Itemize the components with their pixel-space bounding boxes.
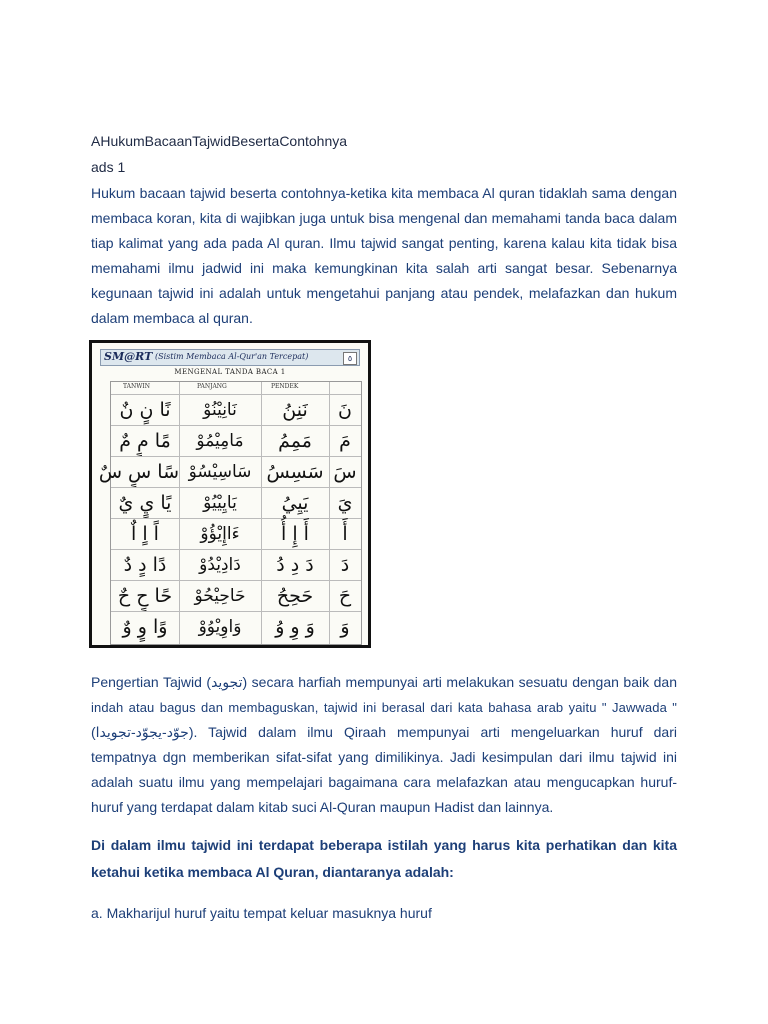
figure-cell-pendek: أَ إِ أُ	[281, 523, 309, 545]
figure-cell-letter: سَ	[333, 461, 357, 483]
figure-cell-letter: نَ	[338, 399, 352, 421]
document-title: AHukumBacaanTajwidBesertaContohnya	[91, 133, 348, 149]
figure-cell-panjang: سَاسِيْسُوْ	[188, 462, 252, 482]
figure-cell-pendek: حَحِحُ	[276, 585, 314, 607]
figure-cell-panjang: حَاحِيْحُوْ	[194, 586, 246, 606]
figure-cell-tanwin: حًا حٍ حٌ	[117, 585, 173, 607]
figure-cell-letter: حَ	[338, 585, 352, 607]
figure-heading: MENGENAL TANDA BACA 1	[174, 368, 286, 376]
figure-cell-tanwin: وًا وٍ وٌ	[122, 616, 168, 638]
column-header-panjang: PANJANG	[197, 383, 227, 390]
figure-table	[98, 381, 362, 645]
figure-page-number: ٥	[343, 352, 357, 365]
figure-cell-tanwin: يًا يٍ يٌ	[118, 492, 172, 514]
figure-cell-pendek: يَيِيُ	[281, 492, 309, 514]
ads-label: ads 1	[91, 159, 126, 175]
figure-column-headers	[111, 382, 361, 392]
figure-row	[111, 549, 361, 581]
figure-cell-tanwin: مًا مٍ مٌ	[119, 430, 171, 452]
figure-subtitle: (Sistim Membaca Al-Qur'an Tercepat)	[155, 352, 309, 361]
figure-row	[111, 611, 361, 643]
figure-cell-panjang: نَانِيْنُوْ	[203, 400, 237, 420]
intro-paragraph: Hukum bacaan tajwid beserta contohnya-ketika kita membaca Al quran tidaklah sama dengan membaca koran, kita di wajibkan juga untuk bisa mengenal dan memahami tanda baca dalam tiap kalimat yang ada pada Al quran. Ilmu tajwid sangat penting, karena kalau kita tidak bisa memahami ilmu jadwid ini maka kemungkinan kita salah arti sangat besar. Sebenarnya kegunaan tajwid ini adalah untuk mengetahui panjang atau pendek, melafazkan dan hukum dalam membaca al quran.	[91, 185, 677, 326]
bold-paragraph: Di dalam ilmu tajwid ini terdapat beberapa istilah yang harus kita perhatikan dan kita ketahui ketika membaca Al Quran, diantaranya adalah:	[91, 837, 677, 880]
figure-row	[111, 518, 361, 550]
figure-row	[111, 487, 361, 519]
figure-cell-pendek: دَ دِ دُ	[276, 554, 314, 576]
figure-header	[100, 349, 360, 366]
definition-part-2: indah atau bagus dan membaguskan, tajwid ini berasal dari kata bahasa arab yaitu " Jawwada "	[91, 700, 677, 715]
figure-cell-panjang: يَايِيْيُوْ	[203, 493, 237, 513]
definition-paragraph	[91, 670, 677, 820]
figure-cell-letter: مَ	[339, 430, 351, 452]
figure-row	[111, 580, 361, 612]
tanda-baca-figure	[89, 340, 371, 648]
figure-cell-tanwin: دًا دٍ دٌ	[123, 554, 167, 576]
figure-cell-letter: دَ	[340, 554, 350, 576]
figure-cell-pendek: سَسِسُ	[266, 461, 324, 483]
figure-cell-tanwin: نًا نٍ نٌ	[119, 399, 171, 421]
figure-brand: SM@RT	[104, 350, 153, 363]
figure-cell-panjang: دَادِيْدُوْ	[199, 555, 241, 575]
figure-cell-pendek: وَ وِ وُ	[275, 616, 315, 638]
figure-cell-pendek: نَنِنُ	[282, 399, 308, 421]
figure-cell-panjang: مَامِيْمُوْ	[196, 431, 244, 451]
figure-row	[111, 394, 361, 426]
figure-row	[111, 425, 361, 457]
figure-row	[98, 456, 361, 488]
figure-cell-panjang: وَاوِيْوُوْ	[198, 617, 242, 637]
figure-cell-tanwin: سًا سٍ سٌ	[98, 461, 179, 483]
column-header-pendek: PENDEK	[271, 383, 299, 390]
figure-cell-letter: وَ	[340, 616, 350, 638]
figure-cell-pendek: مَمِمُ	[278, 430, 312, 452]
figure-cell-tanwin: اً اٍ اٌ	[131, 523, 159, 545]
figure-cell-letter: أَ	[342, 523, 348, 545]
definition-part-1: Pengertian Tajwid (تجويد) secara harfiah mempunyai arti melakukan sesuatu dengan baik dan	[91, 674, 677, 690]
definition-part-3: (جوّد-يجوّد-تجويدا). Tajwid dalam ilmu Qiraah mempunyai arti mengeluarkan huruf dari tempatnya dgn memberikan sifat-sifat yang dimilikinya. Jadi kesimpulan dari ilmu tajwid ini adalah suatu ilmu yang mempelajari bagaimana cara melafazkan atau mengucapkan huruf-huruf yang terdapat dalam kitab suci Al-Quran maupun Hadist dan lainnya.	[91, 724, 677, 815]
column-header-tanwin: TANWIN	[123, 383, 151, 390]
list-item-a: a. Makharijul huruf yaitu tempat keluar masuknya huruf	[91, 905, 432, 921]
figure-cell-panjang: ءَاإِيْؤُوْ	[200, 524, 240, 544]
figure-cell-letter: يَ	[337, 492, 353, 514]
